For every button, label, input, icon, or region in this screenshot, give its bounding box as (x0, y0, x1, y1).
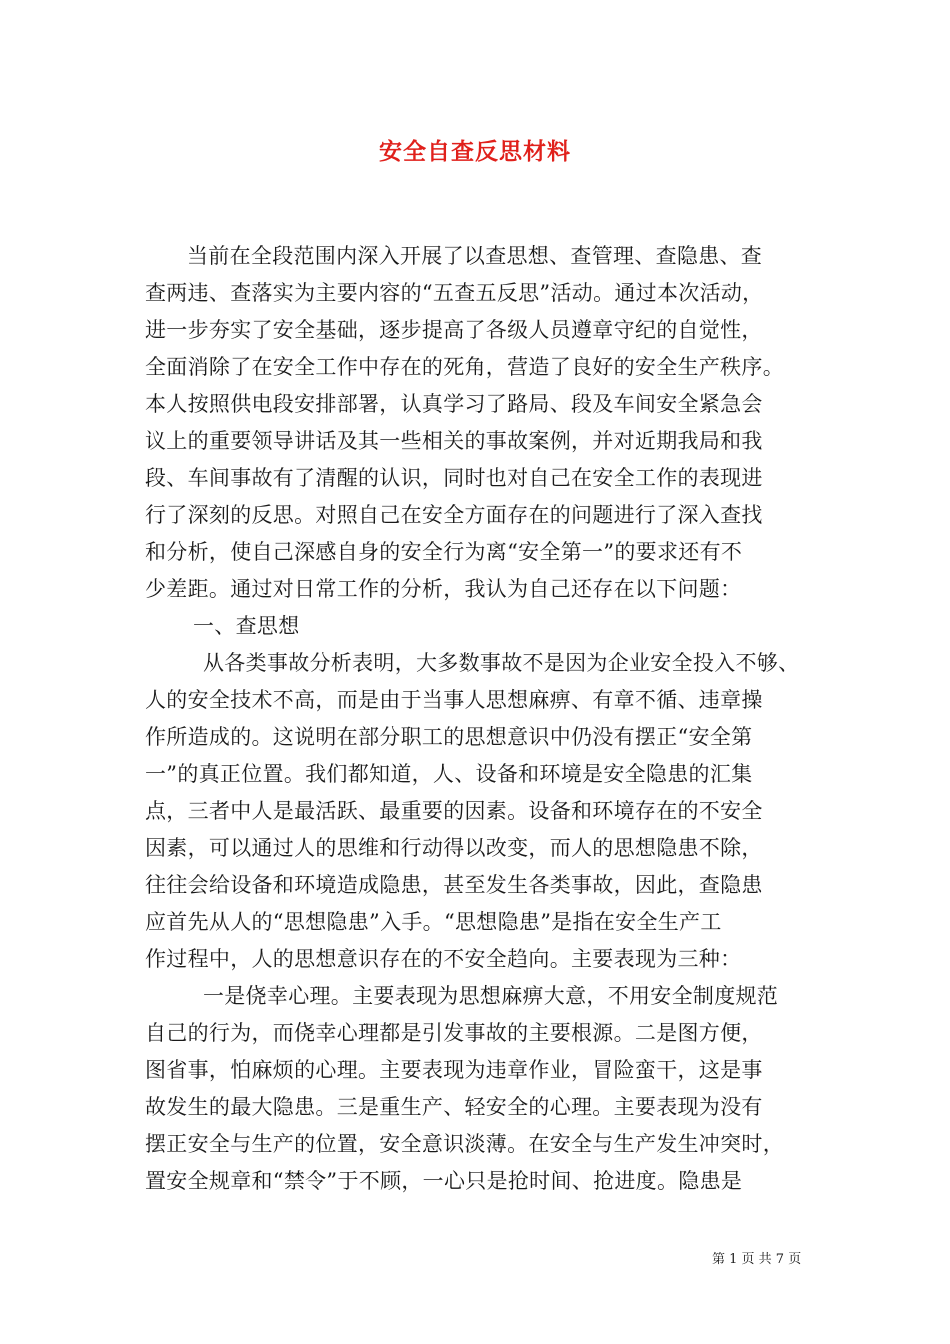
paragraph-line: 当前在全段范围内深入开展了以查思想、查管理、查隐患、查 (187, 244, 763, 268)
page-number: 第 1 页 共 7 页 (712, 1252, 802, 1267)
paragraph-line: 一是侥幸心理。主要表现为思想麻痹大意，不用安全制度规范 (203, 984, 779, 1008)
paragraph-line: 应首先从人的“思想隐患”入手。“思想隐患”是指在安全生产工 (145, 910, 722, 934)
paragraph-line: 点，三者中人是最活跃、最重要的因素。设备和环境存在的不安全 (145, 799, 763, 823)
paragraph-line: 进一步夯实了安全基础，逐步提高了各级人员遵章守纪的自觉性， (145, 318, 763, 342)
document-body (145, 238, 809, 1200)
paragraph-line: 查两违、查落实为主要内容的“五查五反思”活动。通过本次活动， (145, 281, 764, 305)
paragraph-line: 和分析，使自己深感自身的安全行为离“安全第一”的要求还有不 (145, 540, 743, 564)
paragraph-line: 故发生的最大隐患。三是重生产、轻安全的心理。主要表现为没有 (145, 1095, 763, 1119)
document-title: 安全自查反思材料 (379, 138, 571, 165)
paragraph-line: 本人按照供电段安排部署，认真学习了路局、段及车间安全紧急会 (145, 392, 763, 416)
paragraph-line: 少差距。通过对日常工作的分析，我认为自己还存在以下问题： (145, 577, 742, 601)
paragraph-line: 从各类事故分析表明，大多数事故不是因为企业安全投入不够、 (203, 651, 800, 675)
paragraph-line: 作过程中，人的思想意识存在的不安全趋向。主要表现为三种： (145, 947, 742, 971)
paragraph-line: 置安全规章和“禁令”于不顾，一心只是抢时间、抢进度。隐患是 (145, 1169, 743, 1193)
paragraph-line: 摆正安全与生产的位置，安全意识淡薄。在安全与生产发生冲突时， (145, 1132, 784, 1156)
paragraph-line: 往往会给设备和环境造成隐患，甚至发生各类事故，因此，查隐患 (145, 873, 763, 897)
paragraph-line: 因素，可以通过人的思维和行动得以改变，而人的思想隐患不除， (145, 836, 763, 860)
paragraph-line: 自己的行为，而侥幸心理都是引发事故的主要根源。二是图方便， (145, 1021, 763, 1045)
paragraph-line: 行了深刻的反思。对照自己在安全方面存在的问题进行了深入查找 (145, 503, 763, 527)
paragraph-line: 段、车间事故有了清醒的认识，同时也对自己在安全工作的表现进 (145, 466, 763, 490)
paragraph-line: 作所造成的。这说明在部分职工的思想意识中仍没有摆正“安全第 (145, 725, 753, 749)
paragraph-line: 一”的真正位置。我们都知道，人、设备和环境是安全隐患的汇集 (145, 762, 753, 786)
paragraph-line: 全面消除了在安全工作中存在的死角，营造了良好的安全生产秩序。 (145, 355, 784, 379)
paragraph-line: 一、查思想 (193, 614, 300, 638)
paragraph-line: 人的安全技术不高，而是由于当事人思想麻痹、有章不循、违章操 (145, 688, 763, 712)
paragraph-line: 议上的重要领导讲话及其一些相关的事故案例，并对近期我局和我 (145, 429, 763, 453)
paragraph-line: 图省事，怕麻烦的心理。主要表现为违章作业，冒险蛮干，这是事 (145, 1058, 763, 1082)
